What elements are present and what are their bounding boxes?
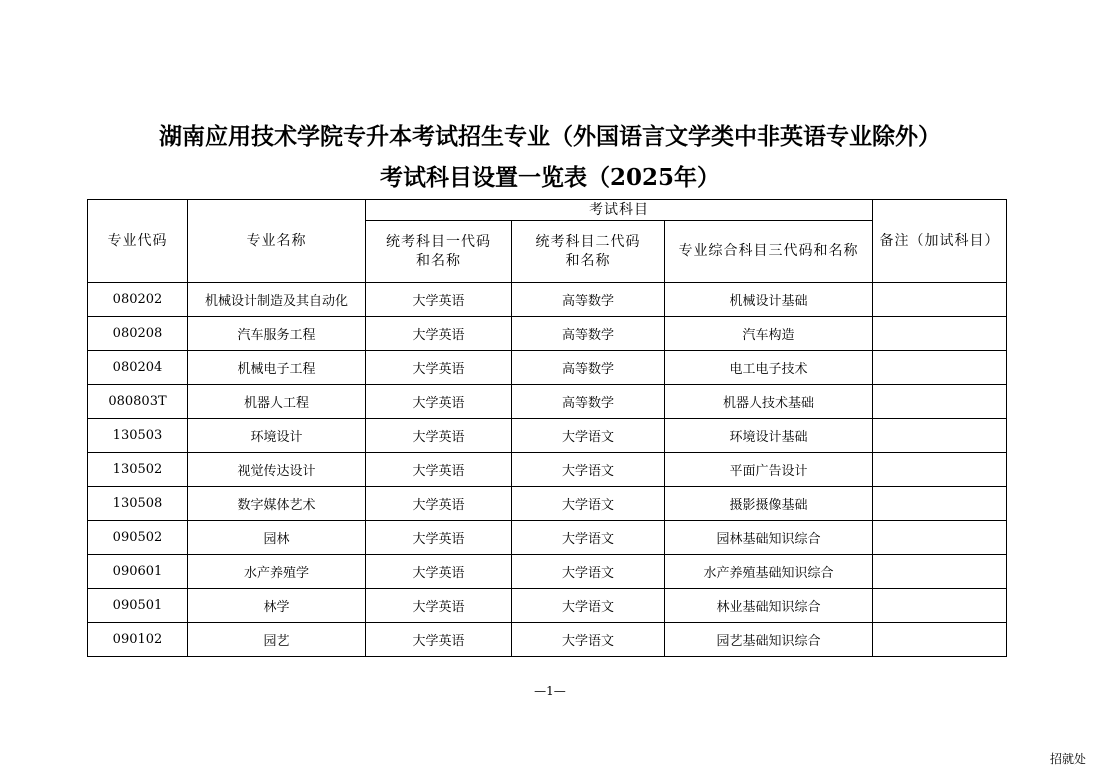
cell-subject-2: 高等数学 [512,283,665,317]
cell-subject-3: 汽车构造 [665,317,873,351]
table-row [88,453,1007,487]
cell-subject-2: 高等数学 [512,385,665,419]
cell-subject-2: 大学语文 [512,589,665,623]
cell-subject-1: 大学英语 [366,555,512,589]
cell-subject-1: 大学英语 [366,453,512,487]
cell-subject-1: 大学英语 [366,385,512,419]
cell-major-name: 林学 [188,589,366,623]
cell-subject-1: 大学英语 [366,521,512,555]
table-row [88,589,1007,623]
cell-remark [873,555,1007,589]
cell-remark [873,385,1007,419]
cell-major-code: 080803T [88,385,188,419]
cell-subject-1: 大学英语 [366,283,512,317]
cell-remark [873,317,1007,351]
cell-remark [873,283,1007,317]
table-row [88,317,1007,351]
cell-subject-3: 摄影摄像基础 [665,487,873,521]
cell-subject-2: 大学语文 [512,623,665,657]
cell-major-name: 机械电子工程 [188,351,366,385]
table-row [88,283,1007,317]
cell-subject-1: 大学英语 [366,623,512,657]
cell-remark [873,589,1007,623]
cell-subject-1: 大学英语 [366,317,512,351]
table-row [88,385,1007,419]
table-row [88,555,1007,589]
document-title: 湖南应用技术学院专升本考试招生专业（外国语言文学类中非英语专业除外） [159,123,941,150]
header-subject-2-line1: 统考科目二代码 [535,233,641,250]
cell-major-name: 水产养殖学 [188,555,366,589]
table-row [88,487,1007,521]
header-remark: 备注（加试科目） [873,200,1007,283]
cell-major-code: 080204 [88,351,188,385]
cell-remark [873,623,1007,657]
cell-subject-3: 机器人技术基础 [665,385,873,419]
cell-major-name: 环境设计 [188,419,366,453]
cell-major-code: 080208 [88,317,188,351]
table-row [88,419,1007,453]
cell-subject-2: 高等数学 [512,317,665,351]
header-subject-2 [512,221,665,283]
cell-major-name: 汽车服务工程 [188,317,366,351]
cell-major-name: 数字媒体艺术 [188,487,366,521]
cell-major-code: 130503 [88,419,188,453]
cell-major-code: 090102 [88,623,188,657]
header-subject-3: 专业综合科目三代码和名称 [665,221,873,283]
cell-major-name: 园林 [188,521,366,555]
header-major-code: 专业代码 [88,200,188,283]
document-subtitle: 考试科目设置一览表（2025年） [379,164,720,191]
table-row [88,351,1007,385]
cell-remark [873,453,1007,487]
header-subject-1-line1: 统考科目一代码 [386,233,491,250]
cell-subject-3: 园林基础知识综合 [665,521,873,555]
header-subject-1 [366,221,512,283]
cell-subject-2: 高等数学 [512,351,665,385]
cell-subject-3: 电工电子技术 [665,351,873,385]
cell-subject-2: 大学语文 [512,419,665,453]
cell-major-code: 090502 [88,521,188,555]
cell-subject-1: 大学英语 [366,351,512,385]
table-row [88,521,1007,555]
cell-subject-2: 大学语文 [512,487,665,521]
cell-remark [873,521,1007,555]
cell-major-code: 080202 [88,283,188,317]
cell-major-name: 机械设计制造及其自动化 [188,283,366,317]
cell-subject-1: 大学英语 [366,487,512,521]
table-body [88,283,1007,657]
cell-major-code: 130502 [88,453,188,487]
cell-remark [873,419,1007,453]
cell-subject-1: 大学英语 [366,589,512,623]
cell-subject-1: 大学英语 [366,419,512,453]
header-exam-subjects: 考试科目 [366,200,873,221]
cell-major-code: 090501 [88,589,188,623]
cell-major-code: 130508 [88,487,188,521]
exam-subjects-table [87,199,1007,657]
cell-subject-2: 大学语文 [512,521,665,555]
watermark-label: 招就处 [1049,752,1086,766]
cell-subject-3: 水产养殖基础知识综合 [665,555,873,589]
cell-major-name: 机器人工程 [188,385,366,419]
cell-subject-2: 大学语文 [512,555,665,589]
cell-major-name: 视觉传达设计 [188,453,366,487]
cell-subject-3: 林业基础知识综合 [665,589,873,623]
cell-remark [873,351,1007,385]
cell-subject-3: 园艺基础知识综合 [665,623,873,657]
page-number: —1— [534,684,566,698]
cell-subject-3: 机械设计基础 [665,283,873,317]
table-row [88,623,1007,657]
header-major-name: 专业名称 [188,200,366,283]
cell-remark [873,487,1007,521]
header-subject-1-line2: 和名称 [416,252,461,269]
cell-subject-2: 大学语文 [512,453,665,487]
header-subject-2-line2: 和名称 [565,252,611,269]
cell-subject-3: 环境设计基础 [665,419,873,453]
cell-major-code: 090601 [88,555,188,589]
cell-major-name: 园艺 [188,623,366,657]
cell-subject-3: 平面广告设计 [665,453,873,487]
